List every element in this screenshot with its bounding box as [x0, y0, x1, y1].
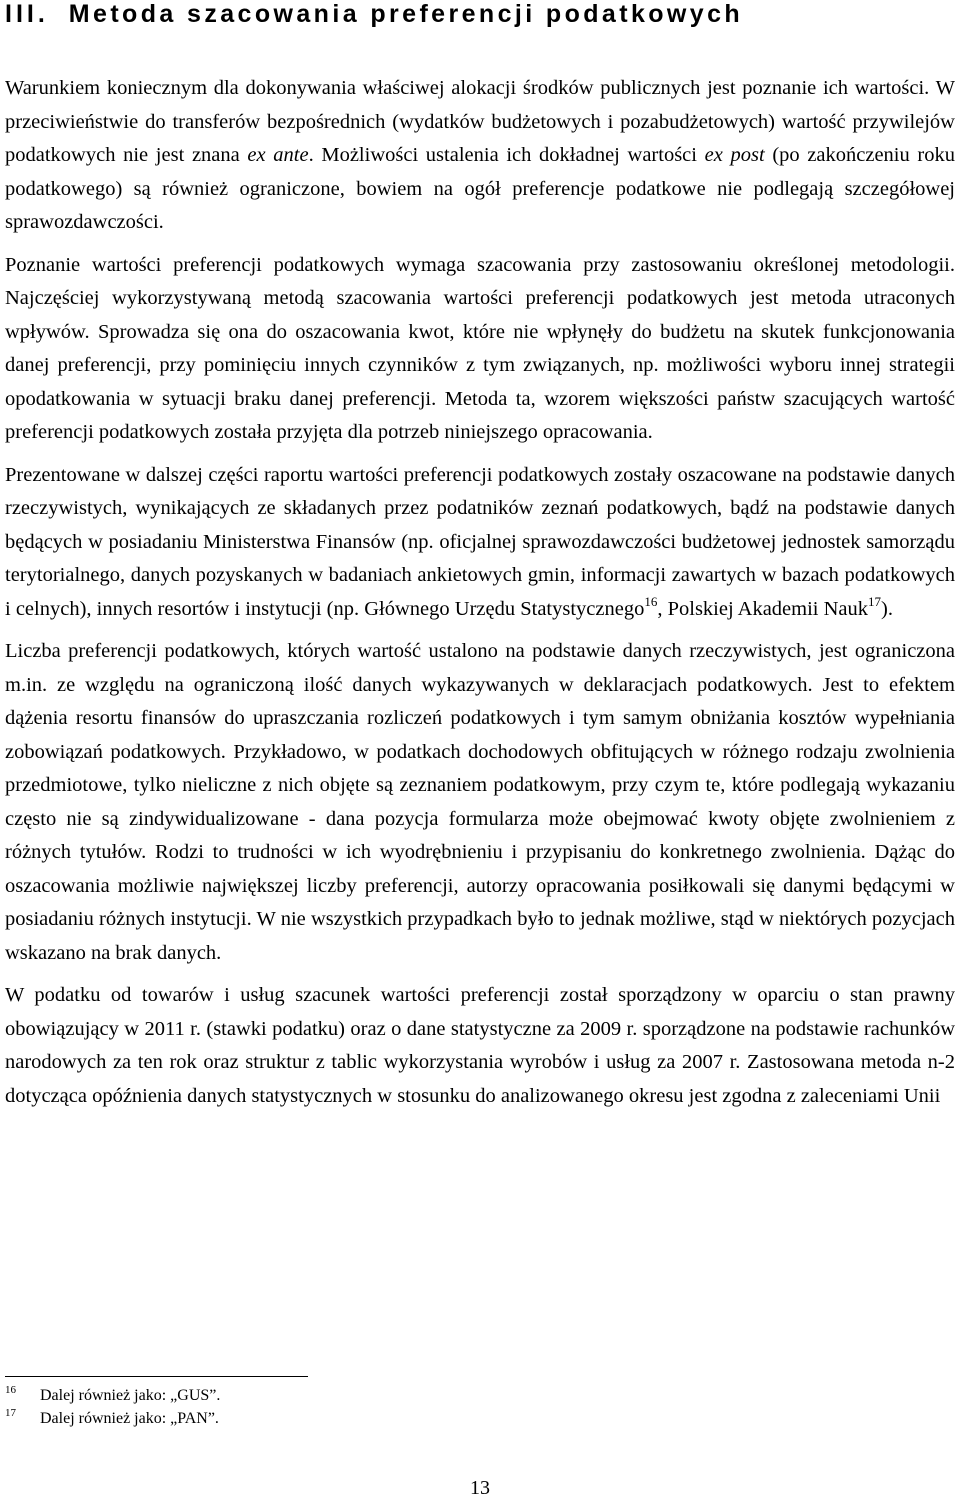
paragraph-3	[5, 459, 955, 627]
section-title: Metoda szacowania preferencji podatkowych	[68, 0, 744, 28]
section-number: III.	[5, 0, 49, 28]
paragraph-1-part-b: . Możliwości ustalenia ich dokładnej wartości	[308, 144, 705, 166]
paragraph-1-emphasis-ex-post: ex post	[704, 144, 765, 166]
footnote-divider	[5, 1376, 308, 1377]
page-number: 13	[470, 1477, 490, 1499]
paragraph-3-part-a: Prezentowane w dalszej części raportu wartości preferencji podatkowych zostały oszacowane na podstawie danych rzeczywistych, wynikających ze składanych przez podatników zeznań podatkowych, bądź na podstawie danych będących w posiadaniu Ministerstwa Finansów (np. oficjalnej sprawozdawczości budżetowej jednostek samorządu terytorialnego, danych pozyskanych w badaniach ankietowych gmin, informacji zawartych w bazach podatkowych i celnych), innych resortów i instytucji (np. Głównego Urzędu Statystycznego	[5, 463, 955, 620]
section-heading	[5, 0, 955, 36]
paragraph-1-part-c: (po zakończeniu roku podatkowego) są również ograniczone, bowiem na ogół preferencje podatkowe nie podlegają szczegółowej sprawozdawczości.	[5, 144, 955, 233]
footnote-17	[5, 1407, 605, 1430]
footnote-text: Dalej również jako: „PAN”.	[40, 1410, 219, 1427]
paragraph-3-part-b: , Polskiej Akademii Nauk	[657, 597, 869, 620]
paragraph-1	[5, 72, 955, 240]
footnote-number: 17	[5, 1407, 16, 1419]
paragraph-1-emphasis-ex-ante: ex ante	[247, 144, 309, 166]
paragraph-3-part-c: ).	[881, 597, 893, 620]
footnote-text: Dalej również jako: „GUS”.	[40, 1387, 221, 1404]
paragraph-5: W podatku od towarów i usług szacunek wartości preferencji został sporządzony w oparciu o stan prawny obowiązujący w 2011 r. (stawki podatku) oraz o dane statystyczne za 2009 r. sporządzone na podstawie rachunków narodowych za ten rok oraz struktur z tablic wykorzystania wyrobów i usług za 2007 r. Zastosowana metoda n-2 dotycząca opóźnienia danych statystycznych w stosunku do analizowanego okresu jest zgodna z zaleceniami Unii	[5, 984, 955, 1107]
document-page	[5, 0, 955, 36]
paragraph-4: Liczba preferencji podatkowych, których wartość ustalono na podstawie danych rzeczywistych, jest ograniczona m.in. ze względu na ograniczoną ilość danych wykazywanych w deklaracjach podatkowych. Jest to efektem dążenia resortu finansów do upraszczania rozliczeń podatkowych i tym samym obniżania kosztów wypełniania zobowiązań podatkowych. Przykładowo, w podatkach dochodowych obfitujących w różnego rodzaju zwolnienia przedmiotowe, tylko nieliczne z nich objęte są zeznaniem podatkowym, przy czym te, które podlegają wykazaniu często nie są zindywidualizowane - dana pozycja formularza może obejmować kwoty objęte zwolnieniem z różnych tytułów. Rodzi to trudności w ich wyodrębnieniu i przypisaniu do konkretnego zwolnienia. Dążąc do oszacowania możliwie największej liczby preferencji, autorzy opracowania posiłkowali się danymi będącymi w posiadaniu różnych instytucji. W nie wszystkich przypadkach było to jednak możliwe, stąd w niektórych pozycjach wskazano na brak danych.	[5, 640, 955, 964]
footnote-16	[5, 1384, 605, 1407]
paragraph-2: Poznanie wartości preferencji podatkowych wymaga szacowania przy zastosowaniu określonej metodologii. Najczęściej wykorzystywaną metodą szacowania wartości preferencji podatkowych jest metoda utraconych wpływów. Sprowadza się ona do oszacowania kwot, które nie wpłynęły do budżetu na skutek funkcjonowania danej preferencji, przy pominięciu innych czynników z tym związanych, np. możliwości wyboru innej strategii opodatkowania w sytuacji braku danej preferencji. Metoda ta, wzorem większości państw szacujących wartość preferencji podatkowych została przyjęta dla potrzeb niniejszego opracowania.	[5, 253, 955, 443]
footnote-ref-17[interactable]: 17	[868, 593, 882, 609]
body-text	[5, 72, 955, 1122]
paragraph-1-part-a: Warunkiem koniecznym dla dokonywania właściwej alokacji środków publicznych jest poznanie ich wartości. W przeciwieństwie do transferów bezpośrednich (wydatków budżetowych i pozabudżetowych) wartość przywilejów podatkowych nie jest znana	[5, 77, 955, 166]
footnote-ref-16[interactable]: 16	[644, 593, 658, 609]
footnote-number: 16	[5, 1384, 16, 1396]
footnotes	[5, 1384, 605, 1430]
